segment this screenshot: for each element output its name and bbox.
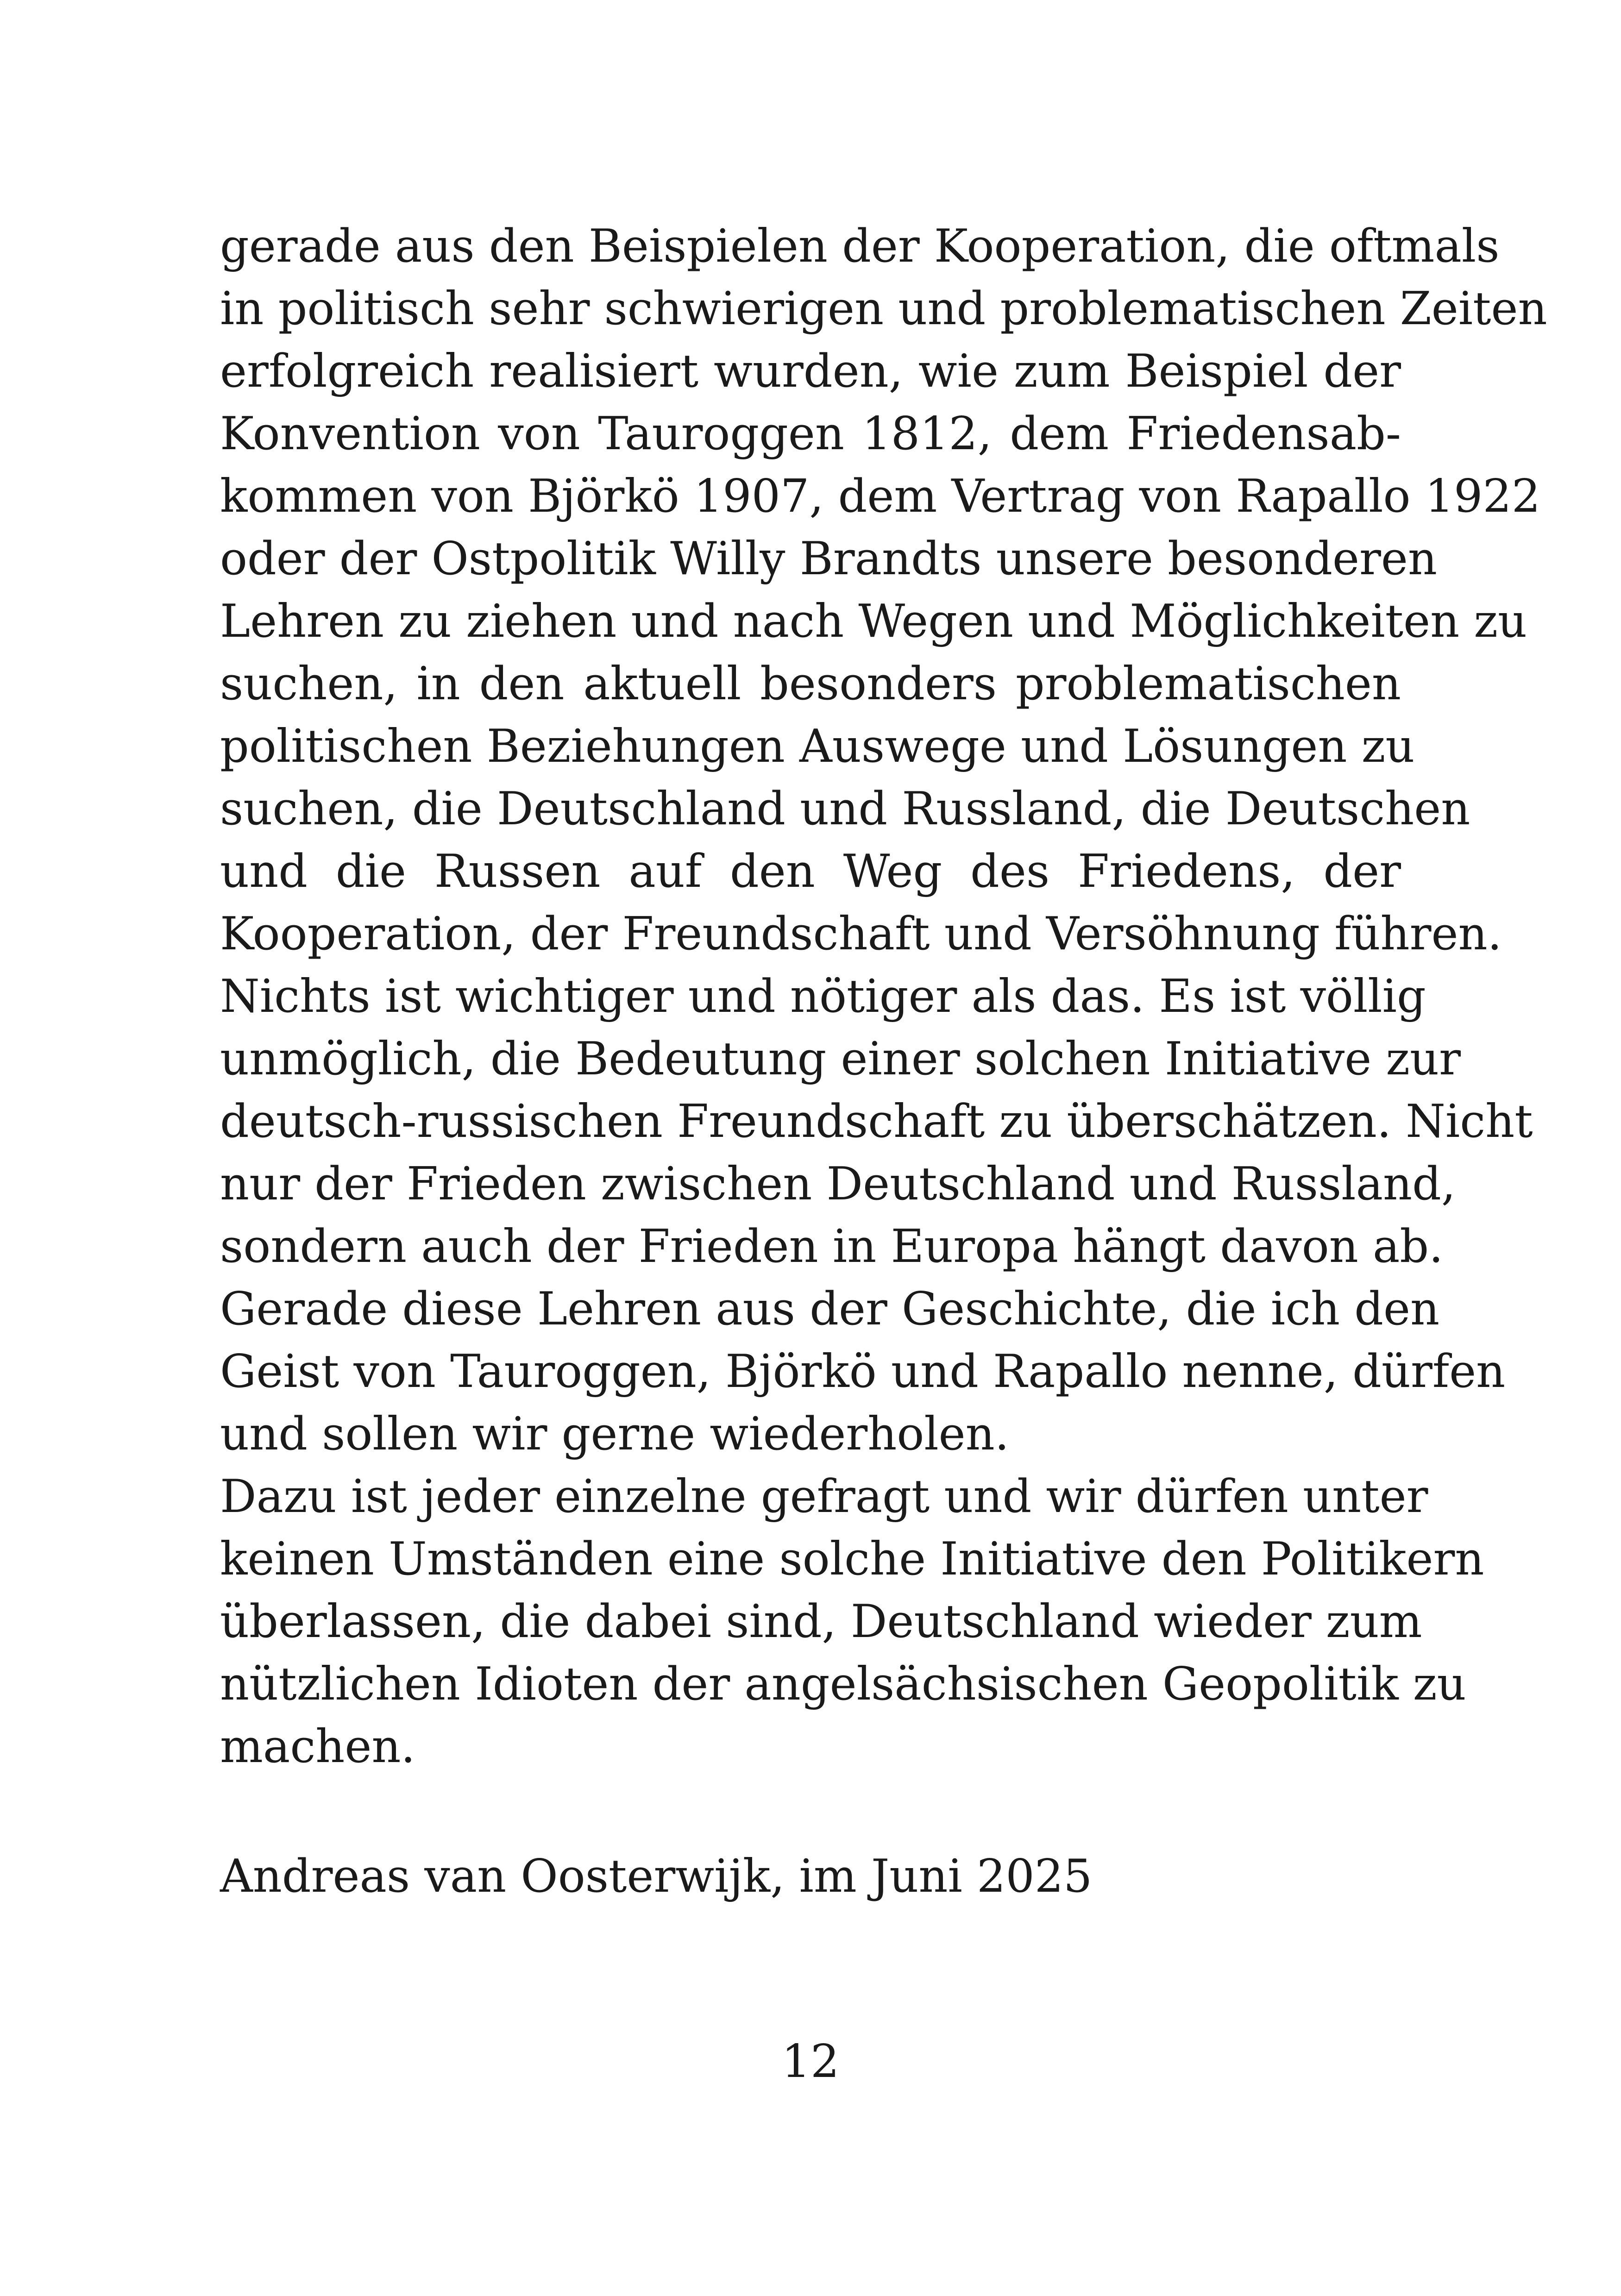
text-line: in politisch sehr schwierigen und problematischen Zeiten [220, 282, 1547, 335]
text-line: nur der Frieden zwischen Deutschland und Russland, [220, 1158, 1456, 1211]
page-number: 12 [781, 2035, 840, 2088]
text-line: überlassen, die dabei sind, Deutschland wieder zum [220, 1595, 1422, 1648]
signature: Andreas van Oosterwijk, im Juni 2025 [220, 1850, 1093, 1903]
text-line: erfolgreich realisiert wurden, wie zum Beispiel der [220, 345, 1401, 398]
text-line: Dazu ist jeder einzelne gefragt und wir dürfen unter [220, 1470, 1428, 1523]
text-line: keinen Umständen eine solche Initiative den Politikern [220, 1533, 1484, 1586]
text-line: sondern auch der Frieden in Europa hängt davon ab. [220, 1220, 1444, 1273]
text-line: und sollen wir gerne wiederholen. [220, 1408, 1009, 1461]
text-line: Kooperation, der Freundschaft und Versöhnung führen. [220, 908, 1502, 960]
text-line: unmöglich, die Bedeutung einer solchen Initiative zur [220, 1033, 1461, 1085]
text-line: gerade aus den Beispielen der Kooperation, die oftmals [220, 220, 1500, 273]
text-line: oder der Ostpolitik Willy Brandts unsere besonderen [220, 533, 1438, 585]
text-line: Lehren zu ziehen und nach Wegen und Möglichkeiten zu [220, 595, 1527, 648]
text-line: Geist von Tauroggen, Björkö und Rapallo nenne, dürfen [220, 1345, 1506, 1398]
text-line: Gerade diese Lehren aus der Geschichte, die ich den [220, 1283, 1440, 1336]
text-line: deutsch-russischen Freundschaft zu überschätzen. Nicht [220, 1095, 1533, 1148]
text-line: Nichts ist wichtiger und nötiger als das. Es ist völlig [220, 970, 1426, 1023]
text-line: politischen Beziehungen Auswege und Lösungen zu [220, 720, 1415, 773]
text-line: suchen, die Deutschland und Russland, die Deutschen [220, 783, 1470, 835]
text-line: Konvention von Tauroggen 1812, dem Friedensab- [220, 408, 1401, 460]
body-text [220, 215, 1547, 1778]
text-line: nützlichen Idioten der angelsächsischen Geopolitik zu [220, 1658, 1466, 1711]
text-line: suchen, in den aktuell besonders problematischen [220, 658, 1401, 710]
text-line: und die Russen auf den Weg des Friedens, der [220, 845, 1401, 898]
text-line: kommen von Björkö 1907, dem Vertrag von Rapallo 1922 [220, 470, 1541, 523]
text-line: machen. [220, 1720, 415, 1773]
